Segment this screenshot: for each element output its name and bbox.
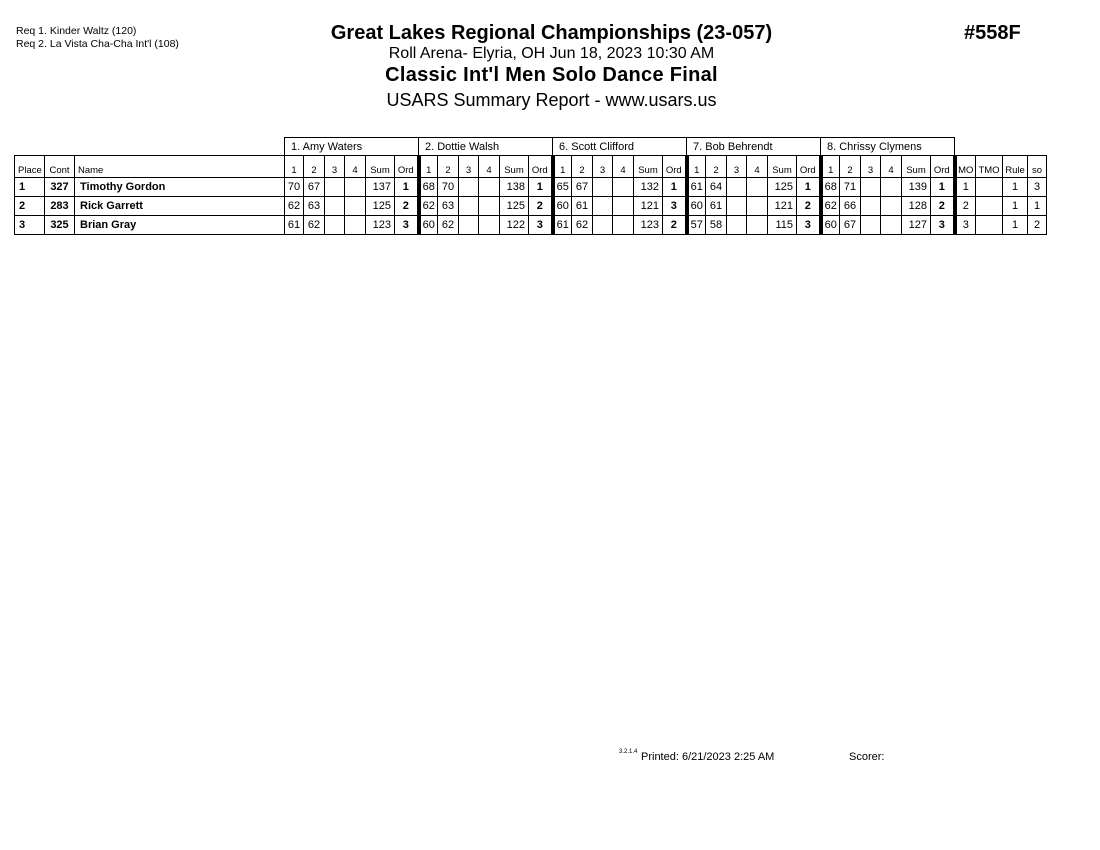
- judge-name: 2. Dottie Walsh: [419, 138, 553, 156]
- score-cell: 63: [438, 197, 459, 216]
- score-cell: [727, 178, 747, 197]
- score-cell: [613, 178, 634, 197]
- score-cell: 66: [840, 197, 861, 216]
- requirement-1: Req 1. Kinder Waltz (120): [16, 25, 137, 37]
- tail-cell-rule: 1: [1003, 178, 1028, 197]
- score-cell: 63: [304, 197, 325, 216]
- sum-cell: 123: [366, 216, 395, 235]
- column-header-row: [15, 156, 1047, 178]
- tail-cell-so: 2: [1028, 216, 1047, 235]
- ordinal-cell: 1: [797, 178, 821, 197]
- col-header-judge-1: 1: [419, 156, 438, 178]
- score-cell: [747, 178, 768, 197]
- tail-cell-so: 1: [1028, 197, 1047, 216]
- score-cell: [325, 178, 345, 197]
- sum-cell: 138: [500, 178, 529, 197]
- score-cell: 62: [285, 197, 304, 216]
- score-cell: 71: [840, 178, 861, 197]
- score-cell: [345, 197, 366, 216]
- score-cell: [479, 197, 500, 216]
- ordinal-cell: 2: [931, 197, 955, 216]
- col-header-judge-3: 3: [727, 156, 747, 178]
- contestant-number-cell: 283: [45, 197, 75, 216]
- score-cell: [613, 216, 634, 235]
- tail-cell-so: 3: [1028, 178, 1047, 197]
- score-cell: 58: [706, 216, 727, 235]
- score-cell: [747, 197, 768, 216]
- col-header-judge-3: 3: [593, 156, 613, 178]
- score-cell: 60: [687, 197, 706, 216]
- sum-cell: 125: [366, 197, 395, 216]
- score-cell: [325, 197, 345, 216]
- col-header-place: Place: [15, 156, 45, 178]
- col-header-judge-sum: Sum: [500, 156, 529, 178]
- sum-cell: 115: [768, 216, 797, 235]
- col-header-judge-3: 3: [325, 156, 345, 178]
- score-cell: 62: [821, 197, 840, 216]
- ordinal-cell: 1: [931, 178, 955, 197]
- score-cell: 57: [687, 216, 706, 235]
- col-header-judge-4: 4: [881, 156, 902, 178]
- score-cell: 65: [553, 178, 572, 197]
- ordinal-cell: 1: [529, 178, 553, 197]
- col-header-judge-2: 2: [304, 156, 325, 178]
- sum-cell: 125: [768, 178, 797, 197]
- score-cell: 60: [419, 216, 438, 235]
- tail-cell-mo: 1: [955, 178, 976, 197]
- score-cell: [479, 178, 500, 197]
- col-header-judge-4: 4: [479, 156, 500, 178]
- skater-name-cell: Timothy Gordon: [75, 178, 285, 197]
- col-header-judge-ord: Ord: [931, 156, 955, 178]
- score-cell: [593, 216, 613, 235]
- event-number: #558F: [964, 22, 1021, 44]
- printed-timestamp: Printed: 6/21/2023 2:25 AM: [641, 751, 775, 763]
- judge-header-spacer: [15, 138, 285, 156]
- sum-cell: 127: [902, 216, 931, 235]
- results-table: [14, 137, 1047, 235]
- score-cell: 68: [419, 178, 438, 197]
- sum-cell: 125: [500, 197, 529, 216]
- ordinal-cell: 3: [395, 216, 419, 235]
- score-cell: [727, 197, 747, 216]
- score-cell: [479, 216, 500, 235]
- sum-cell: 123: [634, 216, 663, 235]
- col-header-judge-ord: Ord: [395, 156, 419, 178]
- score-cell: [593, 197, 613, 216]
- ordinal-cell: 3: [931, 216, 955, 235]
- score-cell: 62: [304, 216, 325, 235]
- col-header-judge-sum: Sum: [902, 156, 931, 178]
- col-header-judge-ord: Ord: [529, 156, 553, 178]
- tail-cell-rule: 1: [1003, 197, 1028, 216]
- col-header-judge-sum: Sum: [634, 156, 663, 178]
- table-row: [15, 216, 1047, 235]
- skater-name-cell: Brian Gray: [75, 216, 285, 235]
- col-header-rule: Rule: [1003, 156, 1028, 178]
- table-row: [15, 197, 1047, 216]
- col-header-judge-1: 1: [821, 156, 840, 178]
- skater-name-cell: Rick Garrett: [75, 197, 285, 216]
- judge-header-spacer: [955, 138, 1047, 156]
- col-header-judge-2: 2: [840, 156, 861, 178]
- score-cell: [345, 178, 366, 197]
- place-cell: 1: [15, 178, 45, 197]
- score-cell: 60: [553, 197, 572, 216]
- tail-cell-tmo: [976, 216, 1003, 235]
- col-header-judge-3: 3: [861, 156, 881, 178]
- score-cell: [861, 216, 881, 235]
- sum-cell: 128: [902, 197, 931, 216]
- col-header-judge-sum: Sum: [768, 156, 797, 178]
- tail-cell-mo: 2: [955, 197, 976, 216]
- col-header-judge-2: 2: [572, 156, 593, 178]
- requirement-2: Req 2. La Vista Cha-Cha Int'l (108): [16, 38, 179, 50]
- tail-cell-tmo: [976, 197, 1003, 216]
- score-cell: 64: [706, 178, 727, 197]
- judge-name: 6. Scott Clifford: [553, 138, 687, 156]
- ordinal-cell: 3: [797, 216, 821, 235]
- tail-cell-tmo: [976, 178, 1003, 197]
- col-header-judge-sum: Sum: [366, 156, 395, 178]
- venue-date: Roll Arena- Elyria, OH Jun 18, 2023 10:30 AM: [388, 45, 715, 62]
- ordinal-cell: 3: [529, 216, 553, 235]
- score-cell: 61: [553, 216, 572, 235]
- col-header-judge-ord: Ord: [663, 156, 687, 178]
- col-header-name: Name: [75, 156, 285, 178]
- score-cell: [881, 178, 902, 197]
- tail-cell-mo: 3: [955, 216, 976, 235]
- scorer-label: Scorer:: [849, 751, 885, 763]
- event-name: Classic Int'l Men Solo Dance Final: [385, 64, 718, 86]
- judge-name: 7. Bob Behrendt: [687, 138, 821, 156]
- score-cell: [861, 178, 881, 197]
- col-header-judge-4: 4: [613, 156, 634, 178]
- col-header-judge-1: 1: [285, 156, 304, 178]
- score-cell: 62: [438, 216, 459, 235]
- col-header-judge-1: 1: [553, 156, 572, 178]
- ordinal-cell: 2: [529, 197, 553, 216]
- score-cell: [593, 178, 613, 197]
- score-cell: [613, 197, 634, 216]
- sum-cell: 132: [634, 178, 663, 197]
- place-cell: 3: [15, 216, 45, 235]
- ordinal-cell: 2: [797, 197, 821, 216]
- score-cell: 61: [687, 178, 706, 197]
- score-cell: 68: [821, 178, 840, 197]
- score-cell: 61: [706, 197, 727, 216]
- score-cell: [727, 216, 747, 235]
- version-code: 3.2.1.4: [619, 749, 638, 755]
- score-cell: [459, 216, 479, 235]
- col-header-cont: Cont: [45, 156, 75, 178]
- tail-cell-rule: 1: [1003, 216, 1028, 235]
- col-header-judge-4: 4: [345, 156, 366, 178]
- score-cell: 70: [285, 178, 304, 197]
- score-cell: [881, 197, 902, 216]
- sum-cell: 121: [634, 197, 663, 216]
- col-header-mo: MO: [955, 156, 976, 178]
- report-title: USARS Summary Report - www.usars.us: [386, 90, 717, 110]
- contestant-number-cell: 327: [45, 178, 75, 197]
- score-cell: 67: [572, 178, 593, 197]
- col-header-judge-2: 2: [706, 156, 727, 178]
- score-cell: [747, 216, 768, 235]
- ordinal-cell: 3: [663, 197, 687, 216]
- sum-cell: 122: [500, 216, 529, 235]
- score-cell: 67: [840, 216, 861, 235]
- table-row: [15, 178, 1047, 197]
- col-header-judge-ord: Ord: [797, 156, 821, 178]
- place-cell: 2: [15, 197, 45, 216]
- judge-header-row: [15, 138, 1047, 156]
- judge-name: 8. Chrissy Clymens: [821, 138, 955, 156]
- score-cell: [459, 197, 479, 216]
- ordinal-cell: 2: [663, 216, 687, 235]
- ordinal-cell: 1: [395, 178, 419, 197]
- col-header-tmo: TMO: [976, 156, 1003, 178]
- ordinal-cell: 2: [395, 197, 419, 216]
- score-cell: 67: [304, 178, 325, 197]
- judge-name: 1. Amy Waters: [285, 138, 419, 156]
- contestant-number-cell: 325: [45, 216, 75, 235]
- score-cell: [325, 216, 345, 235]
- score-cell: [459, 178, 479, 197]
- sum-cell: 121: [768, 197, 797, 216]
- col-header-judge-2: 2: [438, 156, 459, 178]
- score-cell: 61: [285, 216, 304, 235]
- score-cell: 70: [438, 178, 459, 197]
- col-header-so: so: [1028, 156, 1047, 178]
- score-cell: [345, 216, 366, 235]
- score-cell: [861, 197, 881, 216]
- col-header-judge-4: 4: [747, 156, 768, 178]
- score-cell: 61: [572, 197, 593, 216]
- sum-cell: 139: [902, 178, 931, 197]
- ordinal-cell: 1: [663, 178, 687, 197]
- col-header-judge-3: 3: [459, 156, 479, 178]
- sum-cell: 137: [366, 178, 395, 197]
- score-cell: 62: [419, 197, 438, 216]
- competition-title: Great Lakes Regional Championships (23-057): [330, 22, 773, 44]
- score-cell: [881, 216, 902, 235]
- score-cell: 62: [572, 216, 593, 235]
- score-cell: 60: [821, 216, 840, 235]
- col-header-judge-1: 1: [687, 156, 706, 178]
